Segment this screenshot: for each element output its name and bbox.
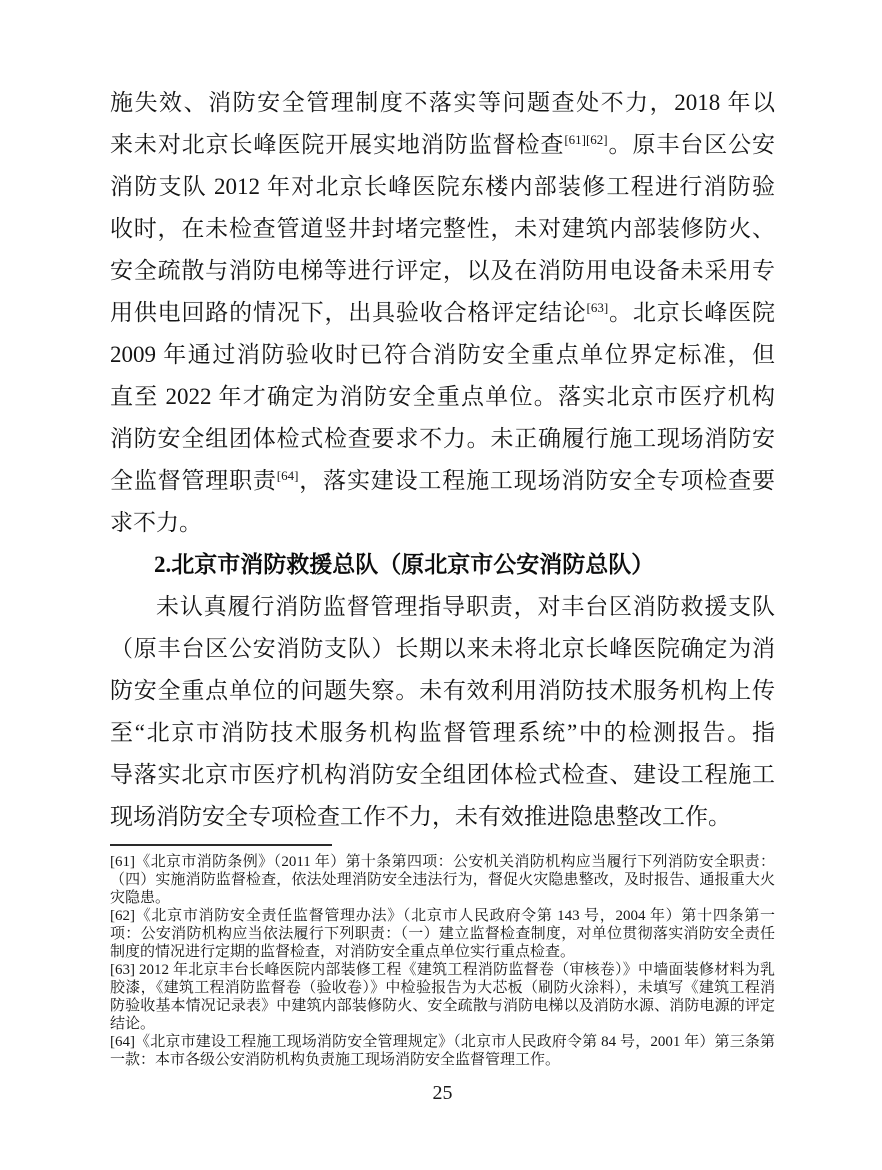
line-text: 未认真履行消防监督管理指导职责，对丰台区消防救援支队 — [156, 594, 775, 619]
line-text: 至“北京市消防技术服务机构监督管理系统”中的检测报告。指 — [110, 720, 775, 745]
footnotes-section — [110, 853, 775, 1069]
line-text: 。原丰台区公安 — [607, 132, 776, 157]
line-text: 导落实北京市医疗机构消防安全组团体检式检查、建设工程施工 — [110, 762, 775, 787]
body-text-line — [110, 334, 775, 376]
page-content — [110, 82, 775, 1104]
body-text-line — [110, 796, 775, 838]
footnote-62: [62]《北京市消防安全责任监督管理办法》（北京市人民政府令第 143 号，2004 年）第十四条第一项：公安消防机构应当依法履行下列职责：（一）建立监督检查制度，对单位贯彻落实消防安全责任制度的情况进行定期的监督检查，对消防安全重点单位实行重点检查。 — [110, 908, 775, 960]
line-text: 现场消防安全专项检查工作不力，未有效推进隐患整改工作。 — [110, 804, 731, 829]
line-text: 防安全重点单位的问题失察。未有效利用消防技术服务机构上传 — [110, 678, 775, 703]
line-text: 安全疏散与消防电梯等进行评定，以及在消防用电设备未采用专 — [110, 258, 775, 283]
line-text: 2009 年通过消防验收时已符合消防安全重点单位界定标准，但 — [110, 342, 775, 367]
footnote-61: [61]《北京市消防条例》（2011 年）第十条第四项：公安机关消防机构应当履行下列消防安全职责：（四）实施消防监督检查，依法处理消防安全违法行为，督促火灾隐患整改，及时报告、通报重大火灾隐患。 — [110, 854, 775, 906]
line-text: 消防安全组团体检式检查要求不力。未正确履行施工现场消防安 — [110, 426, 775, 451]
line-text: 求不力。 — [110, 510, 202, 535]
body-text-line — [110, 376, 775, 418]
body-text-line — [110, 502, 775, 544]
body-text-line — [110, 82, 775, 124]
footnote-reference: [64] — [276, 468, 299, 483]
footnote-64: [64]《北京市建设工程施工现场消防安全管理规定》（北京市人民政府令第 84 号，2001 年）第三条第一款：本市各级公安消防机构负责施工现场消防安全监督管理工作。 — [110, 1034, 775, 1068]
line-text: 。北京长峰医院 — [608, 300, 776, 325]
body-text-line — [110, 292, 775, 334]
footnote-63: [63] 2012 年北京丰台长峰医院内部装修工程《建筑工程消防监督卷（审核卷）》中墙面装修材料为乳胶漆，《建筑工程消防监督卷（验收卷）》中检验报告为大芯板（刷防火涂料），未填写《建筑工程消防验收基本情况记录表》中建筑内部装修防火、安全疏散与消防电梯以及消防水源、消防电源的评定结论。 — [110, 962, 775, 1032]
section-heading: 2.北京市消防救援总队（原北京市公安消防总队） — [154, 552, 655, 577]
page-number: 25 — [432, 1082, 453, 1104]
paragraph-2 — [110, 586, 775, 838]
body-text-line — [110, 250, 775, 292]
body-text-line — [110, 166, 775, 208]
body-text-line — [110, 208, 775, 250]
footnote-reference: [63] — [586, 300, 609, 315]
line-text: 消防支队 2012 年对北京长峰医院东楼内部装修工程进行消防验 — [110, 174, 775, 199]
body-text-line — [110, 418, 775, 460]
line-text: （原丰台区公安消防支队）长期以来未将北京长峰医院确定为消 — [110, 636, 775, 661]
paragraph-1 — [110, 82, 775, 544]
line-text: 来未对北京长峰医院开展实地消防监督检查 — [110, 132, 565, 157]
line-text: 施失效、消防安全管理制度不落实等问题查处不力，2018 年以 — [110, 90, 775, 115]
line-text: 用供电回路的情况下，出具验收合格评定结论 — [110, 300, 587, 325]
body-text-line — [110, 586, 775, 628]
footnote-reference: [61][62] — [564, 132, 608, 147]
line-text: 全监督管理职责 — [110, 468, 277, 493]
line-text: 直至 2022 年才确定为消防安全重点单位。落实北京市医疗机构 — [110, 384, 775, 409]
body-text-line — [110, 124, 775, 166]
body-text-line — [110, 460, 775, 502]
body-text-line — [110, 670, 775, 712]
body-text-line — [110, 628, 775, 670]
line-text: 收时，在未检查管道竖井封堵完整性，未对建筑内部装修防火、 — [110, 216, 775, 241]
line-text: ，落实建设工程施工现场消防安全专项检查要 — [298, 468, 776, 493]
body-text-line — [110, 712, 775, 754]
footnote-separator — [110, 844, 332, 846]
body-text-line — [110, 754, 775, 796]
